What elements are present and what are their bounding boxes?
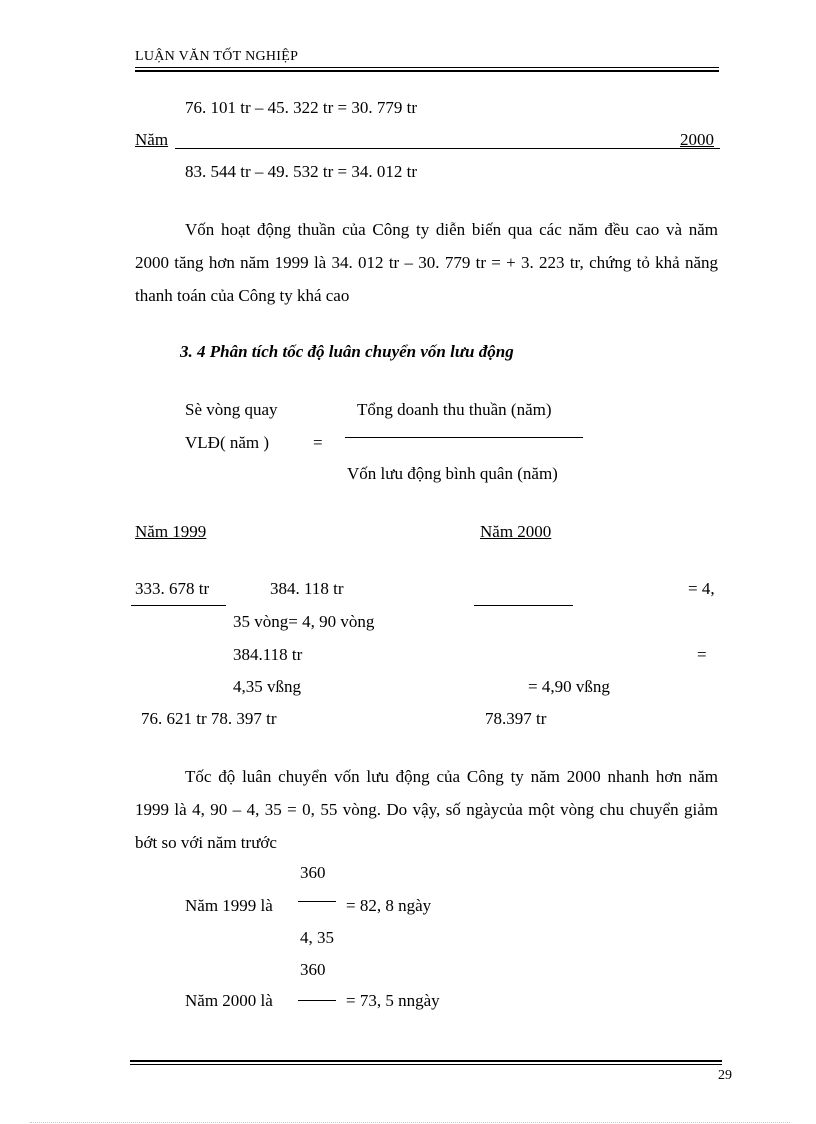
days-1999-result: = 82, 8 ngày bbox=[346, 896, 432, 915]
days-1999-label: Năm 1999 là bbox=[185, 896, 273, 915]
header-rule-thick bbox=[135, 70, 719, 72]
year-value: 2000 bbox=[680, 130, 714, 149]
calc-2000-value: 384.118 tr bbox=[233, 645, 303, 664]
formula-left-bottom: VLĐ( năm ) bbox=[185, 433, 270, 452]
formula-fraction-bar bbox=[345, 437, 583, 438]
formula-numerator: Tổng doanh thu thuần (năm) bbox=[357, 400, 552, 419]
header-rule-thin bbox=[135, 67, 719, 68]
fraction-bar-1999 bbox=[131, 605, 226, 606]
year-label: Năm bbox=[135, 130, 169, 149]
page-header-title: LUẬN VĂN TỐT NGHIỆP bbox=[135, 49, 299, 64]
calc-equals-sign: = bbox=[697, 645, 707, 664]
year-1999-heading: Năm 1999 bbox=[135, 522, 207, 541]
days-1999-denominator: 4, 35 bbox=[300, 928, 334, 947]
paragraph-2: Tốc độ luân chuyển vốn lưu động của Công ty năm 2000 nhanh hơn năm 1999 là 4, 90 – 4, 35 = 0, 55 vòng. Do vậy, số ngàycủa một vòng chu chuyển giảm bớt so với năm trước bbox=[135, 767, 718, 852]
calc-rounds-line: 35 vòng= 4, 90 vòng bbox=[233, 612, 375, 631]
days-2000-label: Năm 2000 là bbox=[185, 991, 273, 1010]
calc-line-1: 76. 101 tr – 45. 322 tr = 30. 779 tr bbox=[185, 98, 417, 117]
formula-left-top: Sè vòng quay bbox=[185, 400, 278, 419]
days-1999-numerator: 360 bbox=[300, 863, 326, 882]
section-heading: 3. 4 Phân tích tốc độ luân chuyển vốn lưu động bbox=[180, 342, 514, 361]
days-1999-fraction-bar bbox=[298, 901, 336, 902]
footer-rule-thick bbox=[130, 1060, 722, 1062]
year-2000-heading: Năm 2000 bbox=[480, 522, 552, 541]
calc-1999-rounds: 4,35 vßng bbox=[233, 677, 301, 696]
days-2000-numerator: 360 bbox=[300, 960, 326, 979]
year-underline bbox=[175, 148, 720, 149]
formula-denominator: Vốn lưu động bình quân (năm) bbox=[347, 464, 558, 483]
calc-1999-numerator: 333. 678 tr bbox=[135, 579, 210, 598]
footer-rule-thin bbox=[130, 1064, 722, 1065]
fraction-bar-2000 bbox=[474, 605, 573, 606]
calc-2000-numerator: 384. 118 tr bbox=[270, 579, 344, 598]
days-2000-result: = 73, 5 nngày bbox=[346, 991, 440, 1010]
page-number: 29 bbox=[718, 1068, 732, 1083]
calc-result-fragment: = 4, bbox=[688, 579, 715, 598]
calc-2000-rounds: = 4,90 vßng bbox=[528, 677, 610, 696]
formula-equals: = bbox=[313, 433, 323, 452]
calc-2000-denominator: 78.397 tr bbox=[485, 709, 547, 728]
paragraph-1: Vốn hoạt động thuần của Công ty diễn biến qua các năm đều cao và năm 2000 tăng hơn năm 1999 là 34. 012 tr – 30. 779 tr = + 3. 223 tr, chứng tỏ khả năng thanh toán của Công ty khá cao bbox=[135, 220, 718, 305]
days-2000-fraction-bar bbox=[298, 1000, 336, 1001]
calc-line-2: 83. 544 tr – 49. 532 tr = 34. 012 tr bbox=[185, 162, 417, 181]
calc-1999-denominators: 76. 621 tr 78. 397 tr bbox=[141, 709, 277, 728]
